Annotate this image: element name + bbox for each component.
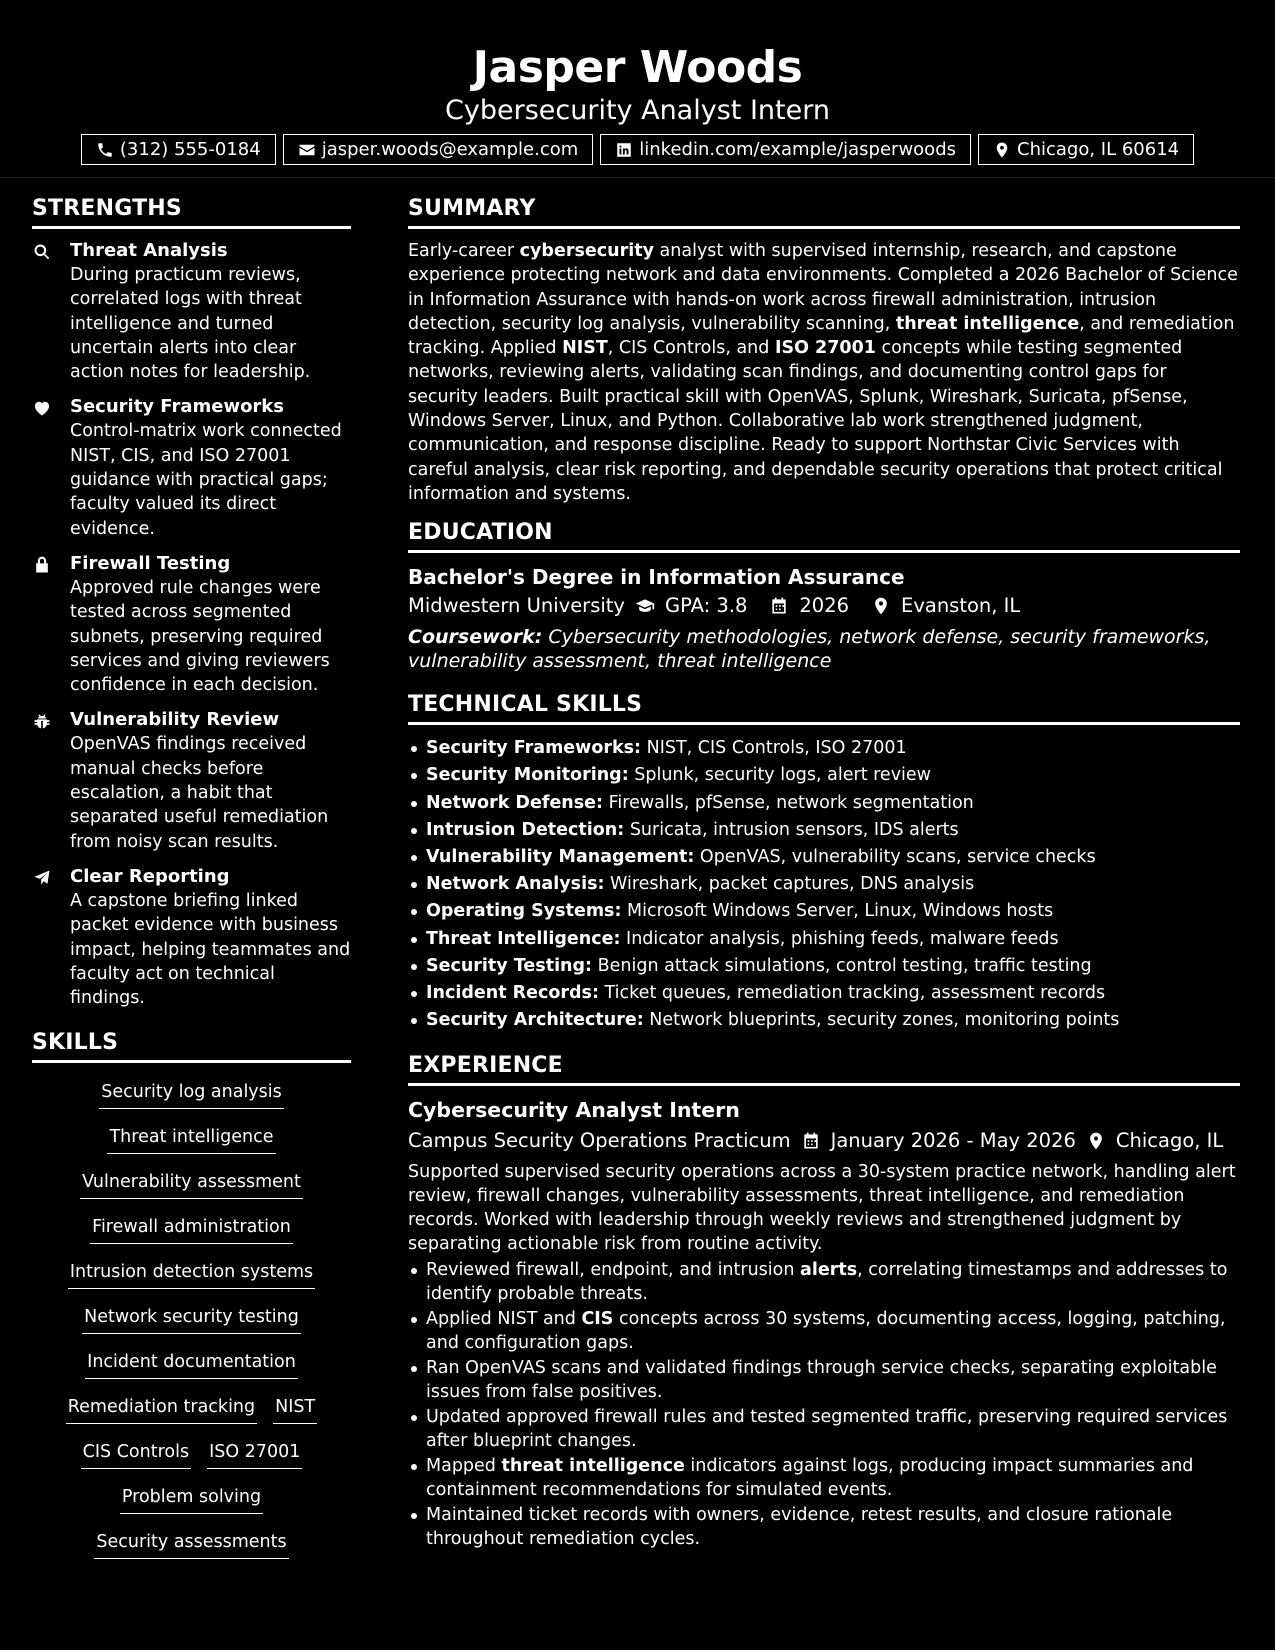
contact-bar xyxy=(0,134,1275,165)
map-pin-icon xyxy=(871,596,891,616)
map-pin-icon xyxy=(1086,1131,1106,1151)
map-pin-icon xyxy=(993,141,1011,159)
coursework-text: Cybersecurity methodologies, network defense, security frameworks, vulnerability assessment, threat intelligence xyxy=(408,626,1211,673)
list-item xyxy=(408,844,1240,871)
calendar-icon xyxy=(801,1131,821,1151)
technical-skills-list xyxy=(408,735,1240,1034)
strength-desc: OpenVAS findings received manual checks before escalation, a habit that separated useful remediation from noisy scan results. xyxy=(70,734,329,852)
strength-desc: During practicum reviews, correlated logs with threat intelligence and turned uncertain alerts into clear action notes for leadership. xyxy=(70,265,311,383)
candidate-name: Jasper Woods xyxy=(472,42,803,93)
location-text: Chicago, IL 60614 xyxy=(1017,139,1180,160)
strength-title: Threat Analysis xyxy=(70,240,228,261)
skill-tag: Remediation tracking xyxy=(66,1394,257,1424)
strength-item xyxy=(32,865,351,1010)
skill-category: Network Defense: xyxy=(426,792,604,813)
emphasis-text: threat intelligence xyxy=(501,1455,685,1476)
list-item xyxy=(408,871,1240,898)
summary-text xyxy=(408,239,1240,506)
skill-category: Security Testing: xyxy=(426,955,593,976)
strength-title: Security Frameworks xyxy=(70,396,284,418)
list-item xyxy=(408,1503,1240,1551)
text-run: concepts while testing segmented networks, reviewing alerts, validating scan findings, and documenting control gaps for security leaders. Built practical skill with OpenVAS, Splunk, Wireshark, Suricata, pfSense, Windows Server, Linux, and Python. Collaborative lab work strengthened judgment, communication, and response discipline. Ready to support Northstar Civic Services with careful analysis, clear risk reporting, and dependable security operations that protect critical information and systems. xyxy=(408,338,1223,504)
list-item xyxy=(408,980,1240,1007)
linkedin-icon xyxy=(615,141,633,159)
skill-values: Splunk, security logs, alert review xyxy=(628,765,931,786)
text-run: Mapped xyxy=(426,1455,502,1476)
list-item xyxy=(408,953,1240,980)
skill-tag: Vulnerability assessment xyxy=(80,1169,303,1199)
skill-category: Intrusion Detection: xyxy=(426,819,625,840)
text-run: Early-career xyxy=(408,241,520,261)
skill-tag: Problem solving xyxy=(120,1484,263,1514)
skill-values: Ticket queues, remediation tracking, assessment records xyxy=(598,983,1106,1004)
skill-tag: Threat intelligence xyxy=(107,1124,275,1154)
coursework-label: Coursework: xyxy=(408,626,543,649)
skill-values: Suricata, intrusion sensors, IDS alerts xyxy=(624,819,959,840)
text-run: Ran OpenVAS scans and validated findings through service checks, separating exploitable issues from false positives. xyxy=(426,1357,1217,1402)
skill-category: Security Monitoring: xyxy=(426,765,629,786)
strengths-heading: STRENGTHS xyxy=(32,196,351,229)
list-item xyxy=(408,762,1240,789)
lock-icon xyxy=(32,555,52,575)
skill-values: Firewalls, pfSense, network segmentation xyxy=(603,792,974,813)
skill-tag: Firewall administration xyxy=(90,1214,293,1244)
strength-title: Vulnerability Review xyxy=(70,709,280,731)
emphasis-text: CIS xyxy=(581,1308,614,1329)
skills-heading: SKILLS xyxy=(32,1030,351,1063)
left-column xyxy=(32,196,351,1574)
skill-tag: Security assessments xyxy=(94,1529,288,1559)
email-text[interactable]: jasper.woods@example.com xyxy=(321,139,579,160)
skill-category: Incident Records: xyxy=(426,983,599,1004)
search-icon xyxy=(32,242,52,262)
text-run: , correlating timestamps and addresses to identify probable threats. xyxy=(426,1259,1228,1304)
skill-tag: Incident documentation xyxy=(85,1349,298,1379)
skill-tag: CIS Controls xyxy=(81,1439,191,1469)
gpa-text: GPA: 3.8 xyxy=(664,594,748,618)
graduation-cap-icon xyxy=(635,596,655,616)
skill-tag: Intrusion detection systems xyxy=(68,1259,315,1289)
linkedin-text[interactable]: linkedin.com/example/jasperwoods xyxy=(639,139,956,160)
contact-location xyxy=(978,134,1194,165)
skills-list xyxy=(32,1073,351,1574)
text-run: concepts across 30 systems, documenting access, logging, patching, and configuration gaps. xyxy=(426,1308,1226,1353)
list-item xyxy=(408,898,1240,925)
skill-values: NIST, CIS Controls, ISO 27001 xyxy=(641,738,907,759)
job-meta xyxy=(408,1126,1240,1156)
list-item xyxy=(408,926,1240,953)
job-description: Supported supervised security operations across a 30-system practice network, handling alert review, firewall changes, vulnerability assessments, threat intelligence, and remediation records. Worked with leadership through weekly reviews and strengthened judgment by separating actionable risk from routine activity. xyxy=(408,1161,1236,1255)
envelope-icon xyxy=(298,141,316,159)
strength-title: Clear Reporting xyxy=(70,865,230,887)
skill-values: Microsoft Windows Server, Linux, Windows hosts xyxy=(621,901,1054,922)
coursework xyxy=(408,625,1240,673)
emphasis-text: threat intelligence xyxy=(895,313,1080,334)
emphasis-text: NIST xyxy=(562,338,608,359)
school-location: Evanston, IL xyxy=(901,594,1021,618)
skill-values: Wireshark, packet captures, DNS analysis xyxy=(604,874,975,895)
text-run: analyst with supervised internship, research, and capstone experience protecting network and data environments. Completed a 2026 Bachelor of Science in Information Assurance with hands-on work across firewall administration, intrusion detection, security log analysis, vulnerability scanning, xyxy=(408,241,1238,334)
emphasis-text: cybersecurity xyxy=(519,241,654,261)
text-run: indicators against logs, producing impact summaries and containment recommendations for simulated events. xyxy=(426,1455,1194,1500)
contact-email[interactable] xyxy=(283,134,594,165)
degree-title: Bachelor's Degree in Information Assurance xyxy=(408,565,905,590)
list-item xyxy=(408,817,1240,844)
strength-desc: Approved rule changes were tested across segmented subnets, preserving required services and giving reviewers confidence in each decision. xyxy=(70,577,330,696)
list-item xyxy=(408,1307,1240,1355)
skill-category: Security Frameworks: xyxy=(426,738,642,759)
list-item xyxy=(408,1258,1240,1306)
experience-heading: EXPERIENCE xyxy=(408,1053,1240,1086)
skill-tag: NIST xyxy=(273,1394,317,1424)
strength-desc: Control-matrix work connected NIST, CIS, and ISO 27001 guidance with practical gaps; faculty valued its direct evidence. xyxy=(70,421,342,539)
strength-title: Firewall Testing xyxy=(70,552,231,574)
resume-header xyxy=(0,0,1275,178)
skill-category: Vulnerability Management: xyxy=(426,847,695,868)
list-item xyxy=(408,1007,1240,1034)
skill-category: Operating Systems: xyxy=(426,901,622,922)
skill-values: Network blueprints, security zones, monitoring points xyxy=(643,1010,1120,1031)
list-item xyxy=(408,1356,1240,1404)
calendar-icon xyxy=(769,596,789,616)
experience-bullets xyxy=(408,1258,1240,1551)
phone-text: (312) 555-0184 xyxy=(119,139,261,160)
text-run: Updated approved firewall rules and tested segmented traffic, preserving required services after blueprint changes. xyxy=(426,1406,1228,1451)
list-item xyxy=(408,735,1240,762)
list-item xyxy=(408,790,1240,817)
heart-icon xyxy=(32,398,52,418)
graduation-year: 2026 xyxy=(799,594,850,618)
candidate-title: Cybersecurity Analyst Intern xyxy=(445,95,830,126)
text-run: , and remediation tracking. Applied xyxy=(408,313,1235,359)
school-name: Midwestern University xyxy=(408,594,625,618)
contact-phone xyxy=(81,134,276,165)
education-meta xyxy=(408,591,1240,621)
right-column xyxy=(408,196,1240,1552)
technical-skills-heading: TECHNICAL SKILLS xyxy=(408,692,1240,725)
text-run: Reviewed firewall, endpoint, and intrusion xyxy=(426,1259,801,1280)
skill-category: Security Architecture: xyxy=(426,1010,644,1031)
text-run: Applied NIST and xyxy=(426,1308,582,1329)
skill-category: Network Analysis: xyxy=(426,874,605,895)
contact-linkedin[interactable] xyxy=(600,134,971,165)
paper-plane-icon xyxy=(32,868,52,888)
strength-item xyxy=(32,708,351,853)
skill-tag: Security log analysis xyxy=(99,1079,284,1109)
text-run: Maintained ticket records with owners, evidence, retest results, and closure rationale throughout remediation cycles. xyxy=(426,1504,1173,1549)
skill-tag: Network security testing xyxy=(82,1304,301,1334)
skill-tag: ISO 27001 xyxy=(207,1439,302,1469)
list-item xyxy=(408,1405,1240,1453)
job-location: Chicago, IL xyxy=(1115,1128,1224,1152)
education-heading: EDUCATION xyxy=(408,520,1240,553)
job-dates: January 2026 - May 2026 xyxy=(830,1128,1076,1152)
organization: Campus Security Operations Practicum xyxy=(408,1128,791,1152)
job-title: Cybersecurity Analyst Intern xyxy=(408,1097,740,1122)
strength-item xyxy=(32,239,351,384)
strength-item xyxy=(32,395,351,540)
list-item xyxy=(408,1454,1240,1502)
skill-values: Indicator analysis, phishing feeds, malware feeds xyxy=(620,928,1059,949)
strength-desc: A capstone briefing linked packet evidence with business impact, helping teammates and faculty act on technical findings. xyxy=(70,890,351,1009)
emphasis-text: ISO 27001 xyxy=(774,338,876,359)
phone-icon xyxy=(96,141,114,159)
bug-icon xyxy=(32,711,52,731)
emphasis-text: alerts xyxy=(800,1259,858,1280)
strength-item xyxy=(32,552,351,697)
skill-values: OpenVAS, vulnerability scans, service checks xyxy=(694,847,1096,868)
summary-heading: SUMMARY xyxy=(408,196,1240,229)
skill-values: Benign attack simulations, control testing, traffic testing xyxy=(592,955,1092,976)
skill-category: Threat Intelligence: xyxy=(426,928,621,949)
text-run: , CIS Controls, and xyxy=(607,338,775,359)
